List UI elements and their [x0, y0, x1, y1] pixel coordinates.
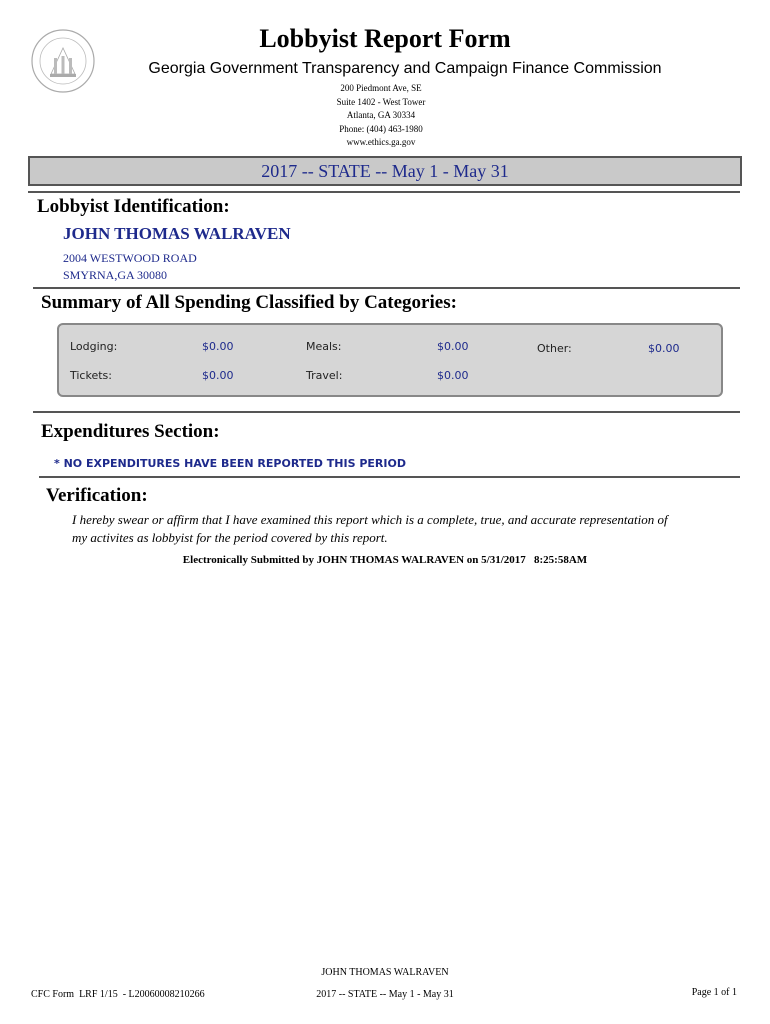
verification-heading: Verification:	[46, 485, 148, 506]
report-period-bar: 2017 -- STATE -- May 1 - May 31	[28, 156, 742, 186]
lobbyist-name: JOHN THOMAS WALRAVEN	[63, 224, 291, 243]
tickets-value: $0.00	[202, 369, 234, 382]
travel-label: Travel:	[306, 369, 343, 382]
expenditures-heading: Expenditures Section:	[41, 421, 220, 442]
agency-address	[0, 82, 762, 150]
address-line: www.ethics.ga.gov	[346, 137, 416, 147]
section-divider	[39, 476, 740, 478]
address-line: Phone: (404) 463-1980	[339, 123, 423, 134]
meals-value: $0.00	[437, 340, 469, 353]
electronic-submission-line: Electronically Submitted by JOHN THOMAS WALRAVEN on 5/31/2017 8:25:58AM	[182, 554, 588, 566]
meals-label: Meals:	[306, 340, 342, 353]
travel-value: $0.00	[437, 369, 469, 382]
verification-statement: I hereby swear or affirm that I have examined this report which is a complete, true, and accurate representation of my activites as lobbyist for the period covered by this report.	[72, 512, 668, 545]
section-divider	[28, 191, 740, 193]
page-title: Lobbyist Report Form	[259, 24, 511, 53]
page-number: Page 1 of 1	[691, 987, 737, 998]
address-line: 200 Piedmont Ave, SE	[340, 83, 422, 93]
spending-summary-box	[57, 323, 723, 397]
tickets-label: Tickets:	[70, 369, 112, 382]
address-line: Suite 1402 - West Tower	[336, 96, 426, 107]
lobbyist-street: 2004 WESTWOOD ROAD	[63, 251, 197, 265]
lodging-value: $0.00	[202, 340, 234, 353]
section-divider	[33, 287, 740, 289]
summary-heading: Summary of All Spending Classified by Categories:	[41, 292, 457, 313]
lobbyist-city: SMYRNA,GA 30080	[63, 268, 168, 282]
other-value: $0.00	[648, 342, 680, 355]
no-expenditures-note: * NO EXPENDITURES HAVE BEEN REPORTED THIS PERIOD	[54, 457, 406, 470]
other-label: Other:	[537, 342, 572, 355]
address-line: Atlanta, GA 30334	[346, 110, 416, 120]
footer-lobbyist-name: JOHN THOMAS WALRAVEN	[321, 967, 449, 978]
agency-name: Georgia Government Transparency and Campaign Finance Commission	[148, 60, 662, 77]
footer-form-id: CFC Form LRF 1/15 - L20060008210266	[31, 989, 205, 1000]
identification-heading: Lobbyist Identification:	[37, 196, 230, 217]
section-divider	[33, 411, 740, 413]
footer-period: 2017 -- STATE -- May 1 - May 31	[316, 989, 454, 1000]
lodging-label: Lodging:	[70, 340, 118, 353]
